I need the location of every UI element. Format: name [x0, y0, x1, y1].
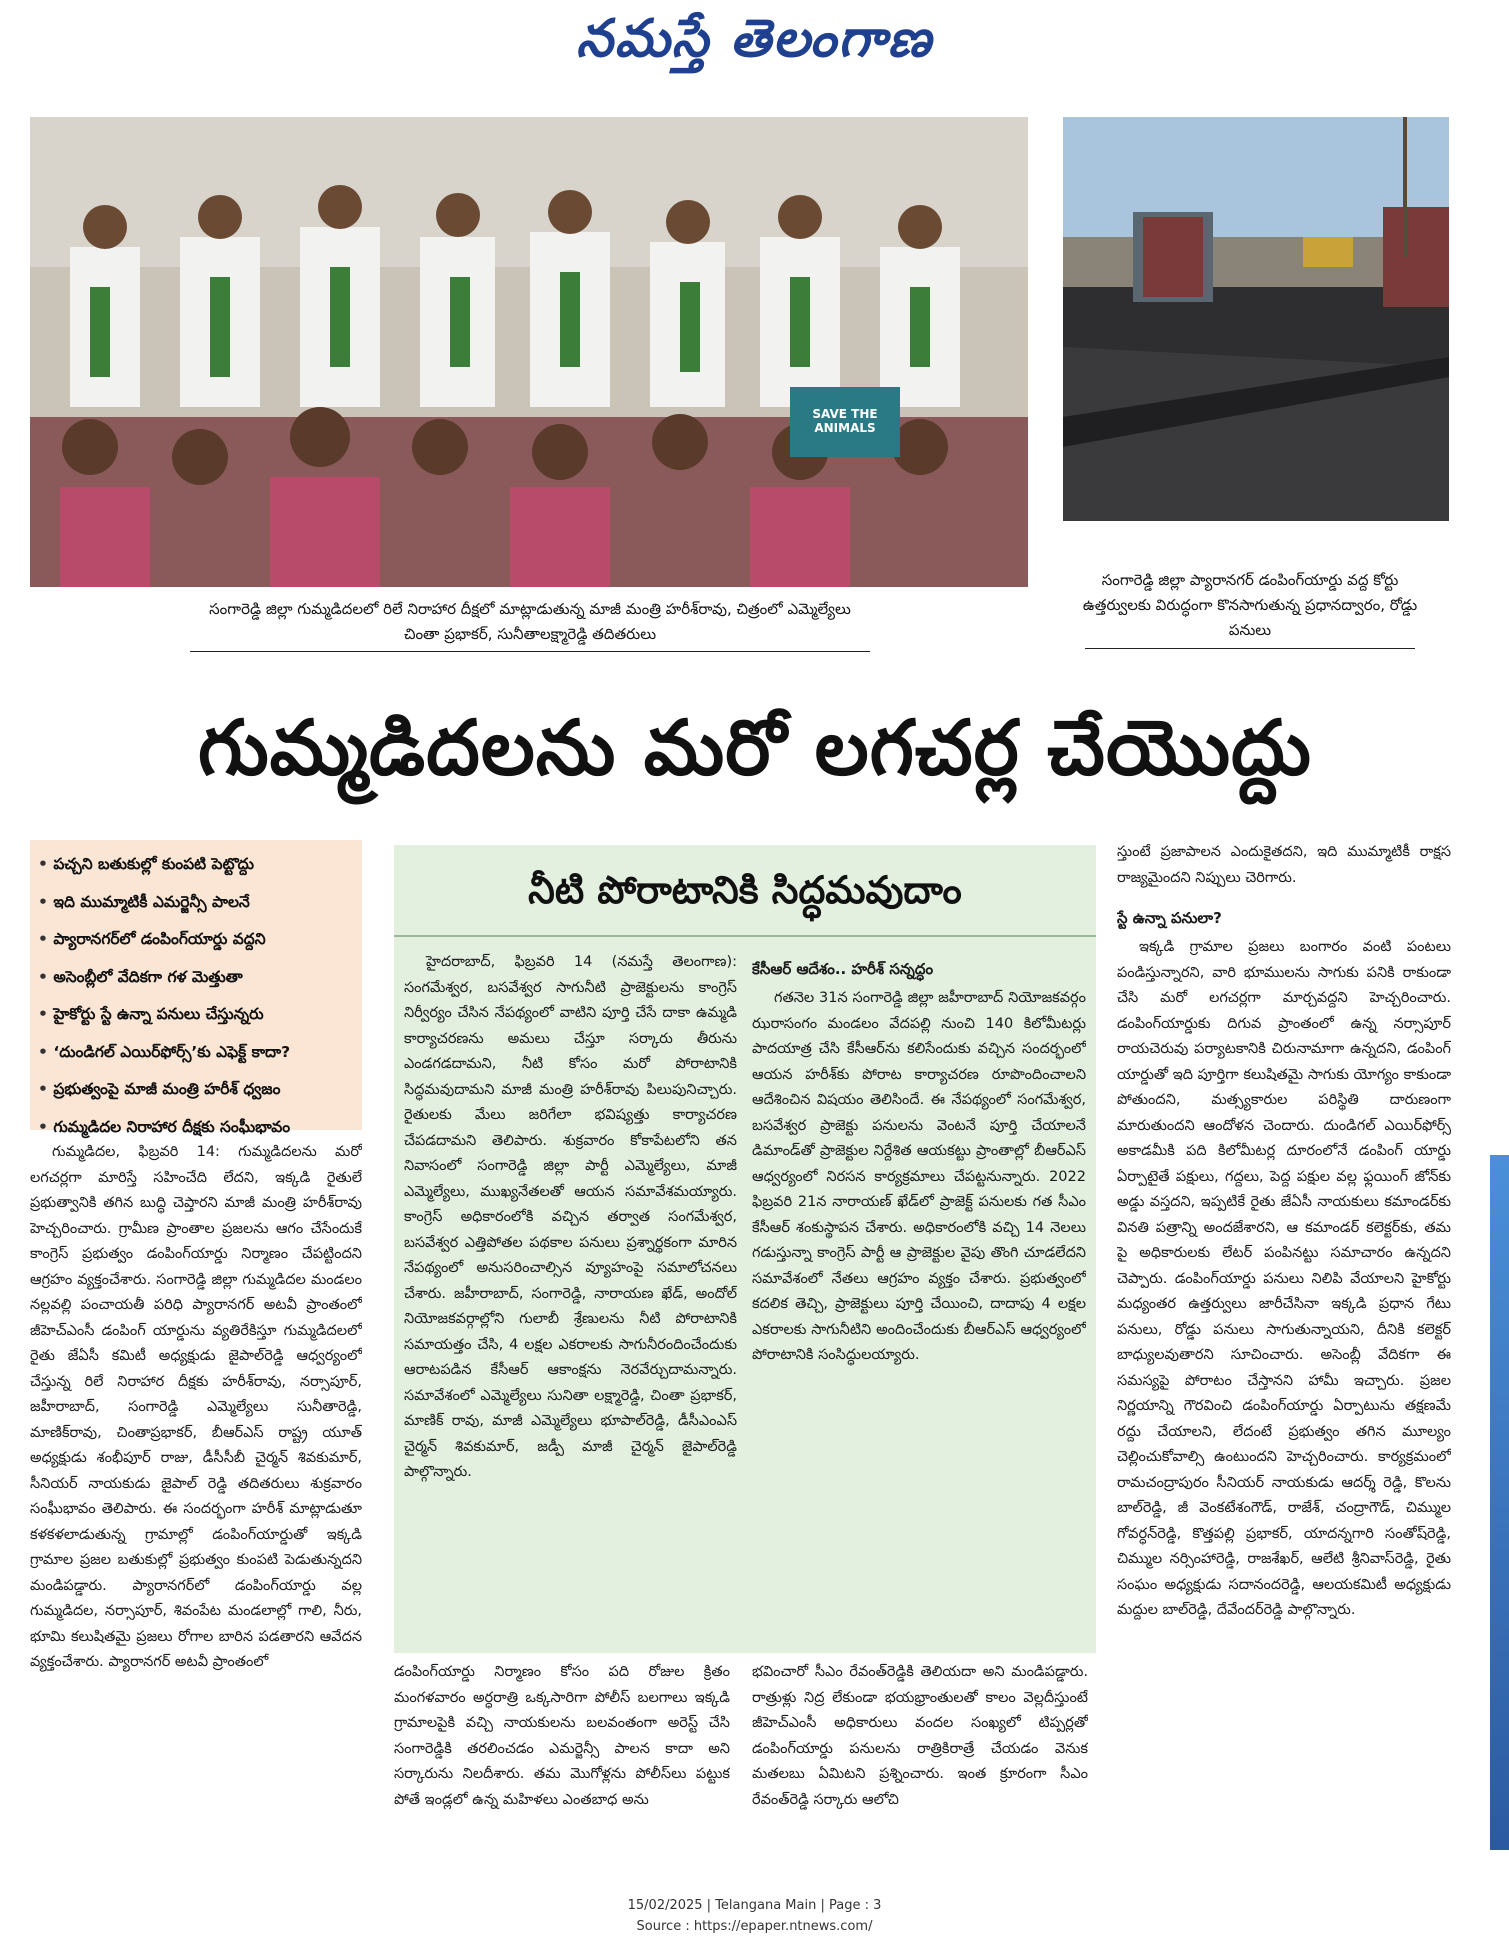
highlight-item: • ఇది ముమ్మాటికీ ఎమర్జెన్సీ పాలనే [38, 884, 354, 922]
highlight-item: • హైకోర్టు స్టే ఉన్నా పనులు చేస్తున్నరు [38, 996, 354, 1034]
sidebar-column-b [752, 950, 1086, 1645]
highlight-item: • గుమ్మడిదల నిరాహార దీక్షకు సంఘీభావం [38, 1109, 354, 1147]
main-headline: గుమ్మడిదలను మరో లగచర్ల చేయొద్దు [198, 703, 1312, 792]
article-column-3 [752, 1660, 1088, 1850]
page-footer [0, 1895, 1509, 1937]
article-subhead-stay: స్టే ఉన్నా పనులా? [1117, 909, 1222, 927]
sidebar-body-a: హైదరాబాద్, ఫిబ్రవరి 14 (నమస్తే తెలంగాణ): సంగమేశ్వర, బసవేశ్వర సాగునీటి ప్రాజెక్టులను కాంగ్రెస్ నిర్వీర్యం చేసిన నేపథ్యంలో వాటిని పూర్తి చేసే దాకా ఉమ్మడి కార్యాచరణను అమలు చేస్తూ సర్కారు తీరును ఎండగడదామని, నీటి కోసం మరో పోరాటానికి సిద్ధమవుదామని మాజీ మంత్రి హరీశ్‌రావు పిలుపునిచ్చారు. రైతులకు మేలు జరిగేలా భవిష్యత్తు కార్యాచరణ చేపడదామని తెలిపారు. శుక్రవారం కోకాపేటలోని తన నివాసంలో సంగారెడ్డి జిల్లా పార్టీ ఎమ్మెల్యేలు, మాజీ ఎమ్మెల్యేలు, ముఖ్యనేతలతో ఆయన సమావేశమయ్యారు. కాంగ్రెస్ అధికారంలోకి వచ్చిన తర్వాత సంగమేశ్వర, బసవేశ్వర ఎత్తిపోతల పథకాల పనులు ప్రశ్నార్థకంగా మారిన నేపథ్యంలో అనుసరించాల్సిన వ్యూహంపై సమాలోచనలు చేశారు. జహీరాబాద్, సంగారెడ్డి, నారాయణ ఖేడ్, అందోల్ నియోజకవర్గాల్లోని గులాబీ శ్రేణులను నీటి పోరాటానికి సమాయత్తం చేసి, 4 లక్షల ఎకరాలకు సాగునీరందించేందుకు ఆరాటపడిన కేసీఆర్ ఆకాంక్షను నెరవేర్చుదామన్నారు. సమావేశంలో ఎమ్మెల్యేలు సునితా లక్ష్మారెడ్డి, చింతా ప్రభాకర్, మాణిక్ రావు, మాజీ ఎమ్మెల్యేలు భూపాల్‌రెడ్డి, డీసీఎంఎస్ చైర్మన్ శివకుమార్, జడ్పీ మాజీ చైర్మన్ జైపాల్‌రెడ్డి పాల్గొన్నారు. [404, 954, 737, 1480]
highlight-item: • ‘దుండిగల్ ఎయిర్‌ఫోర్స్’కు ఎఫెక్ట్ కాదా? [38, 1034, 354, 1072]
highlight-item: • అసెంబ్లీలో వేదికగా గళ మెత్తుతా [38, 959, 354, 997]
right-photo-caption: సంగారెడ్డి జిల్లా ప్యారానగర్ డంపింగ్‌యార్డు వద్ద కోర్టు ఉత్తర్వులకు విరుద్ధంగా కొనసాగుతున్న ప్రధానద్వారం, రోడ్డు పనులు [1082, 571, 1418, 639]
right-caption-rule [1085, 648, 1415, 649]
footer-date-page: 15/02/2025 | Telangana Main | Page : 3 [627, 1898, 882, 1913]
left-photo-caption: సంగారెడ్డి జిల్లా గుమ్మడిదలలో రిలే నిరాహార దీక్షలో మాట్లాడుతున్న మాజీ మంత్రి హరీశ్‌రావు, చిత్రంలో ఎమ్మెల్యేలు చింతా ప్రభాకర్, సునీతాలక్ష్మారెడ్డి తదితరులు [209, 600, 851, 643]
road-work-photo [1063, 117, 1449, 521]
footer-source-link[interactable]: Source : https://epaper.ntnews.com/ [636, 1919, 873, 1934]
sidebar-column-a [404, 950, 737, 1645]
article-body-4-top: స్తుంటే ప్రజాపాలన ఎందుకైతదని, ఇది ముమ్మాటికీ రాక్షస రాజ్యమైందని నిప్పులు చెరిగారు. [1117, 844, 1451, 886]
article-body-3: భవించారో సీఎం రేవంత్‌రెడ్డికి తెలియదా అని మండిపడ్డారు. రాత్రుళ్లు నిద్ర లేకుండా భయభ్రాంతులతో కాలం వెల్లదీస్తుంటే జీహెచ్‌ఎంసీ అధికారులు వందల సంఖ్యలో టిప్పర్లతో డంపింగ్‌యార్డు పనులను రాత్రికిరాత్రే చేయడం వెనుక మతలబు ఏమిటని ప్రశ్నించారు. ఇంత క్రూరంగా సీఎం రేవంత్‌రెడ్డి సర్కారు ఆలోచి [752, 1664, 1088, 1808]
highlight-item: • ప్యారానగర్‌లో డంపింగ్‌యార్డు వద్దని [38, 921, 354, 959]
highlight-item: • ప్రభుత్వంపై మాజీ మంత్రి హరీశ్ ధ్వజం [38, 1071, 354, 1109]
article-body-1: గుమ్మడిదల, ఫిబ్రవరి 14: గుమ్మడిదలను మరో లగచర్లగా మారిస్తే సహించేది లేదని, ఇక్కడి రైతులే ప్రభుత్వానికి తగిన బుద్ధి చెప్తారని మాజీ మంత్రి హరీశ్‌రావు హెచ్చరించారు. గ్రామీణ ప్రాంతాల ప్రజలను ఆగం చేసేందుకే కాంగ్రెస్ ప్రభుత్వం డంపింగ్‌యార్డు నిర్మాణం చేపట్టిందని ఆగ్రహం వ్యక్తంచేశారు. సంగారెడ్డి జిల్లా గుమ్మడిదల మండలం నల్లవల్లి పంచాయతీ పరిధి ప్యారానగర్ అటవీ ప్రాంతంలో జీహెచ్‌ఎంసీ డంపింగ్ యార్డును వ్యతిరేకిస్తూ గుమ్మడిదలలో రైతు జేఏసీ కమిటీ అధ్యక్షుడు జైపాల్‌రెడ్డి ఆధ్వర్యంలో చేస్తున్న రిలే నిరాహార దీక్షకు హరీశ్‌రావు, నర్సాపూర్, జహీరాబాద్, సంగారెడ్డి ఎమ్మెల్యేలు సునీతారెడ్డి, మాణిక్‌రావు, చింతాప్రభాకర్, బీఆర్‌ఎస్ రాష్ట్ర యూత్ అధ్యక్షుడు శంభీపూర్ రాజు, డీసీసీబీ చైర్మన్ శివకుమార్, సీనియర్ నాయకుడు జైపాల్ రెడ్డి తదితరులు శుక్రవారం సంఘీభావం తెలిపారు. ఈ సందర్భంగా హరీశ్ మాట్లాడుతూ కళకళలాడుతున్న గ్రామాల్లో డంపింగ్‌యార్డుతో ఇక్కడి గ్రామాల ప్రజల బతుకుల్లో ప్రభుత్వం కుంపటి పెడుతున్నదని మండిపడ్డారు. ప్యారానగర్‌లో డంపింగ్‌యార్డు వల్ల గుమ్మడిదల, నర్సాపూర్, శివంపేట మండలాల్లో గాలి, నీరు, భూమి కలుషితమై ప్రజలు రోగాల బారిన పడతారని ఆవేదన వ్యక్తంచేశారు. ప్యారానగర్ అటవీ ప్రాంతంలో [30, 1144, 362, 1670]
article-column-1 [30, 1140, 362, 1850]
article-column-4 [1117, 840, 1451, 1850]
article-body-4: ఇక్కడి గ్రామాల ప్రజలు బంగారం వంటి పంటలు పండిస్తున్నారని, వారి భూములను సాగుకు పనికి రాకుండా చేసి మరో లగచర్లగా మార్చవద్దని హెచ్చరించారు. డంపింగ్‌యార్డుకు దిగువ ప్రాంతంలో ఉన్న నర్సాపూర్ రాయచెరువు పర్యాటకానికి చిరునామాగా ఉన్నదని, డంపింగ్ యార్డుతో ఇది పూర్తిగా కలుషితమై సాగుకు యోగ్యం కాకుండా పోతుందని, మత్స్యకారుల పరిస్థితి దారుణంగా మారుతుందని ఆందోళన చెందారు. దుండిగల్ ఎయిర్‌ఫోర్స్ అకాడమీకి పది కిలోమీటర్ల దూరంలోనే డంపింగ్ యార్డు ఏర్పాటైతే పక్షులు, గద్దలు, పెద్ద పక్షుల వల్ల ఫ్లయింగ్ జోన్‌కు అడ్డు వస్తదని, ఇప్పటికే రైతు జేఏసీ నాయకులు కమాండర్‌కు వినతి పత్రాన్ని అందజేశారని, ఆ కమాండర్ కలెక్టర్‌కు, తమ పై అధికారులకు లేటర్ పంపినట్టు సమాచారం ఉన్నదని చెప్పారు. డంపింగ్‌యార్డు పనులు నిలిపి వేయాలని హైకోర్టు మధ్యంతర ఉత్తర్వులు జారీచేసినా ఇక్కడి ప్రధాన గేటు పనులు, రోడ్డు పనులు సాగుతున్నాయని, దీనికి కలెక్టర్ బాధ్యులవుతారని సూచించారు. అసెంబ్లీ వేదికగా ఈ సమస్యపై పోరాటం చేస్తానని హామీ ఇచ్చారు. ప్రజల నిర్ణయాన్ని గౌరవించి డంపింగ్‌యార్డు ఏర్పాటును తక్షణమే రద్దు చేయాలని, లేదంటే ప్రభుత్వం తగిన మూల్యం చెల్లించుకోవాల్సి ఉంటుందని హెచ్చరించారు. కార్యక్రమంలో రామచంద్రాపురం సీనియర్ నాయకుడు ఆదర్శ్ రెడ్డి, కొలను బాల్‌రెడ్డి, జీ వెంకటేశంగౌడ్, రాజేశ్, చంద్రాగౌడ్, చిమ్ముల గోవర్ధన్‌రెడ్డి, కొత్తపల్లి ప్రభాకర్, యాదన్నగారి సంతోష్‌రెడ్డి, చిమ్ముల నర్సింహారెడ్డి, రాజశేఖర్, ఆలేటి శ్రీనివాస్‌రెడ్డి, రైతు సంఘం అధ్యక్షుడు సదానందరెడ్డి, ఆలయకమిటీ అధ్యక్షుడు మద్దుల బాల్‌రెడ్డి, దేవేందర్‌రెడ్డి పాల్గొన్నారు. [1117, 939, 1451, 1618]
article-body-2: డంపింగ్‌యార్డు నిర్మాణం కోసం పది రోజుల క్రితం మంగళవారం అర్ధరాత్రి ఒక్కసారిగా పోలీస్ బలగాలు ఇక్కడి గ్రామాలపైకి వచ్చి నాయకులను బలవంతంగా అరెస్ట్ చేసి సంగారెడ్డికి తరలించడం ఎమర్జెన్సీ పాలన కాదా అని సర్కారును నిలదీశారు. తమ మొగోళ్లను పోలీస్‌లు పట్టుక పోతే ఇండ్లలో ఉన్న మహిళలు ఎంతబాధ అను [394, 1664, 730, 1808]
highlight-item: • పచ్చని బతుకుల్లో కుంపటి పెట్టొద్దు [38, 846, 354, 884]
masthead-logo: నమస్తే తెలంగాణ [576, 8, 933, 69]
article-column-2 [394, 1660, 730, 1850]
protest-photo [30, 117, 1028, 587]
advertisement-strip [1490, 1155, 1509, 1850]
sidebar-body-b: గతనెల 31న సంగారెడ్డి జిల్లా జహీరాబాద్ నియోజకవర్గం ఝరాసంగం మండలం వేదపల్లి నుంచి 140 కిలోమీటర్లు పాదయాత్ర చేసి కేసీఆర్‌ను కలిసేందుకు వచ్చిన సందర్భంలో ఆయన హరీశ్‌కు పోరాట కార్యాచరణ రూపొందించాలని ఆదేశించిన విషయం తెలిసిందే. ఈ నేపథ్యంలో సంగమేశ్వర, బసవేశ్వర ప్రాజెక్టు పనులను వెంటనే పూర్తి చేయాలనే డిమాండ్‌తో ప్రాజెక్టుల నిర్దేశిత ఆయకట్టు ప్రాంతాల్లో బీఆర్‌ఎస్ ఆధ్వర్యంలో నిరసన కార్యక్రమాలు చేపట్టనున్నారు. 2022 ఫిబ్రవరి 21న నారాయణ్ ఖేడ్‌లో ప్రాజెక్ట్ పనులకు గత సీఎం కేసీఆర్ శంకుస్థాపన చేశారు. అధికారంలోకి వచ్చి 14 నెలలు గడుస్తున్నా కాంగ్రెస్ పార్టీ ఆ ప్రాజెక్టుల వైపు తొంగి చూడలేదని సమావేశంలో నేతలు ఆగ్రహం వ్యక్తం చేశారు. ప్రభుత్వంలో కదలిక తెచ్చి, ప్రాజెక్టులు పూర్తి చేయించి, దాదాపు 4 లక్షల ఎకరాలకు సాగునీటిని అందించేందుకు బీఆర్‌ఎస్ ఆధ్వర్యంలో పోరాటానికి సంసిద్ధులయ్యారు. [752, 990, 1086, 1363]
save-animals-placard: SAVE THE ANIMALS [812, 407, 878, 435]
sidebar-title-rule [394, 935, 1096, 937]
sidebar-story-title: నీటి పోరాటానికి సిద్ధమవుదాం [528, 868, 962, 912]
left-caption-rule [190, 651, 870, 652]
highlights-box [30, 840, 362, 1136]
sidebar-subhead: కేసీఆర్ ఆదేశం.. హరీశ్ సన్నద్ధం [752, 960, 934, 978]
